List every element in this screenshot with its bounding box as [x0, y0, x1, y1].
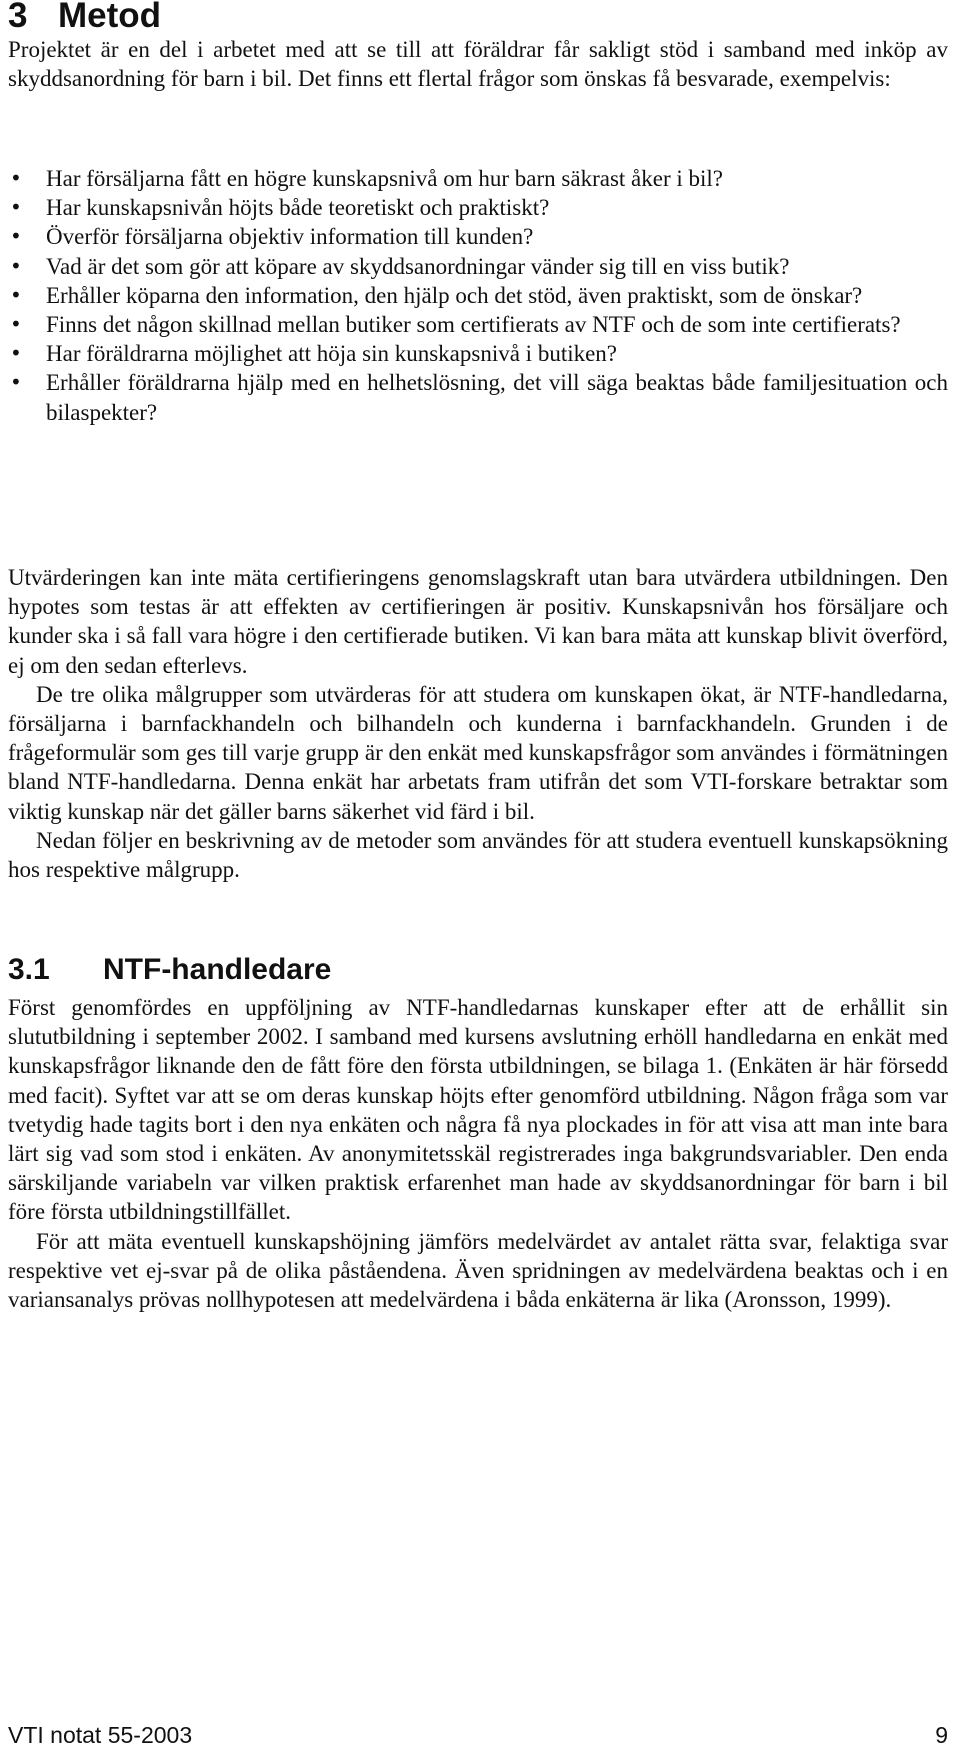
intro-paragraph: Projektet är en del i arbetet med att se till att föräldrar får sakligt stöd i samband med inköp av skyddsanordning för barn i bil. Det finns ett flertal frågor som önskas få besvarade, exempelvis: [8, 37, 948, 92]
bullet-icon: • [10, 253, 22, 278]
list-item: • Vad är det som gör att köpare av skyddsanordningar vänder sig till en viss butik? [8, 252, 948, 281]
subsection-title: NTF-handledare [103, 953, 332, 986]
bullet-icon: • [10, 166, 22, 190]
subsection-number: 3.1 [8, 953, 50, 986]
paragraph: Först genomfördes en uppföljning av NTF-handledarnas kunskaper efter att de erhållit sin slututbildning i september 2002. I samband med kursens avslutning erhöll handledarna en enkät med kunskapsfrågor liknande den de fått före den första utbildningen, se bilaga 1. (Enkäten är här försedd med facit). Syftet var att se om deras kunskap höjts efter genomförd utbildning. Någon fråga som var tvetydig hade tagits bort i den nya enkäten och några få nya plockades in för att visa att man inte bara lärt sig vad som stod i enkäten. Av anonymitetsskäl registrerades inga bakgrundsvariabler. Den enda särskiljande variabeln var vilken praktisk erfarenhet man hade av skyddsanordningar för barn i bil före första utbildningstillfället. [8, 995, 948, 1225]
method-paragraphs [8, 563, 948, 884]
list-item: • Erhåller köparna den information, den hjälp och det stöd, även praktiskt, som de önskar? [8, 281, 948, 310]
bullet-icon: • [10, 195, 22, 220]
list-item: • Har försäljarna fått en högre kunskapsnivå om hur barn säkrast åker i bil? [8, 164, 948, 193]
paragraph: De tre olika målgrupper som utvärderas för att studera om kunskapen ökat, är NTF-handledarna, försäljarna i barnfackhandeln och bilhandeln och kunderna i barnfackhandeln. Grunden i de frågeformulär som ges till varje grupp är den enkät med kunskapsfrågor som användes i förmätningen bland NTF-handledarna. Denna enkät har arbetats fram utifrån det som VTI-forskare betraktar som viktig kunskap när det gäller barns säkerhet vid färd i bil. [8, 681, 948, 824]
list-item: • Erhåller föräldrarna hjälp med en helhetslösning, det vill säga beaktas både familjesituation och bilaspekter? [10, 370, 948, 425]
paragraph: Nedan följer en beskrivning av de metoder som användes för att studera eventuell kunskapsökning hos respektive målgrupp. [8, 827, 948, 883]
bullet-icon: • [10, 370, 22, 395]
paragraph: Utvärderingen kan inte mäta certifieringens genomslagskraft utan bara utvärdera utbildningen. Den hypotes som testas är att effekten av certifieringen är positiv. Kunskapsnivån hos försäljare och kunder ska i så fall vara högre i den certifierade butiken. Vi kan bara mäta att kunskap blivit överförd, ej om den sedan efterlevs. [8, 565, 948, 678]
subsection-heading [8, 950, 331, 990]
bullet-icon: • [10, 312, 22, 337]
bullet-icon: • [10, 224, 22, 249]
section-number: 3 [8, 0, 28, 35]
bullet-icon: • [10, 341, 22, 366]
publication-label: VTI notat 55-2003 [8, 1722, 193, 1748]
subsection-paragraphs [8, 993, 948, 1314]
list-item: • Har föräldrarna möjlighet att höja sin kunskapsnivå i butiken? [8, 339, 948, 368]
bullet-icon: • [10, 282, 22, 307]
list-item: • Har kunskapsnivån höjts både teoretiskt och praktiskt? [8, 193, 948, 222]
list-item: • Överför försäljarna objektiv information till kunden? [8, 222, 948, 251]
section-title: Metod [58, 0, 162, 35]
page-footer [8, 1722, 948, 1752]
list-item: • Finns det någon skillnad mellan butiker som certifierats av NTF och de som inte certifierats? [8, 310, 948, 339]
page-number: 9 [935, 1722, 948, 1748]
section-heading [8, 0, 161, 38]
question-list [8, 164, 948, 427]
paragraph: För att mäta eventuell kunskapshöjning jämförs medelvärdet av antalet rätta svar, felaktiga svar respektive vet ej-svar på de olika påståendena. Även spridningen av medelvärdena beaktas och i en variansanalys prövas nollhypotesen att medelvärdena i båda enkäterna är lika (Aronsson, 1999). [8, 1228, 948, 1313]
